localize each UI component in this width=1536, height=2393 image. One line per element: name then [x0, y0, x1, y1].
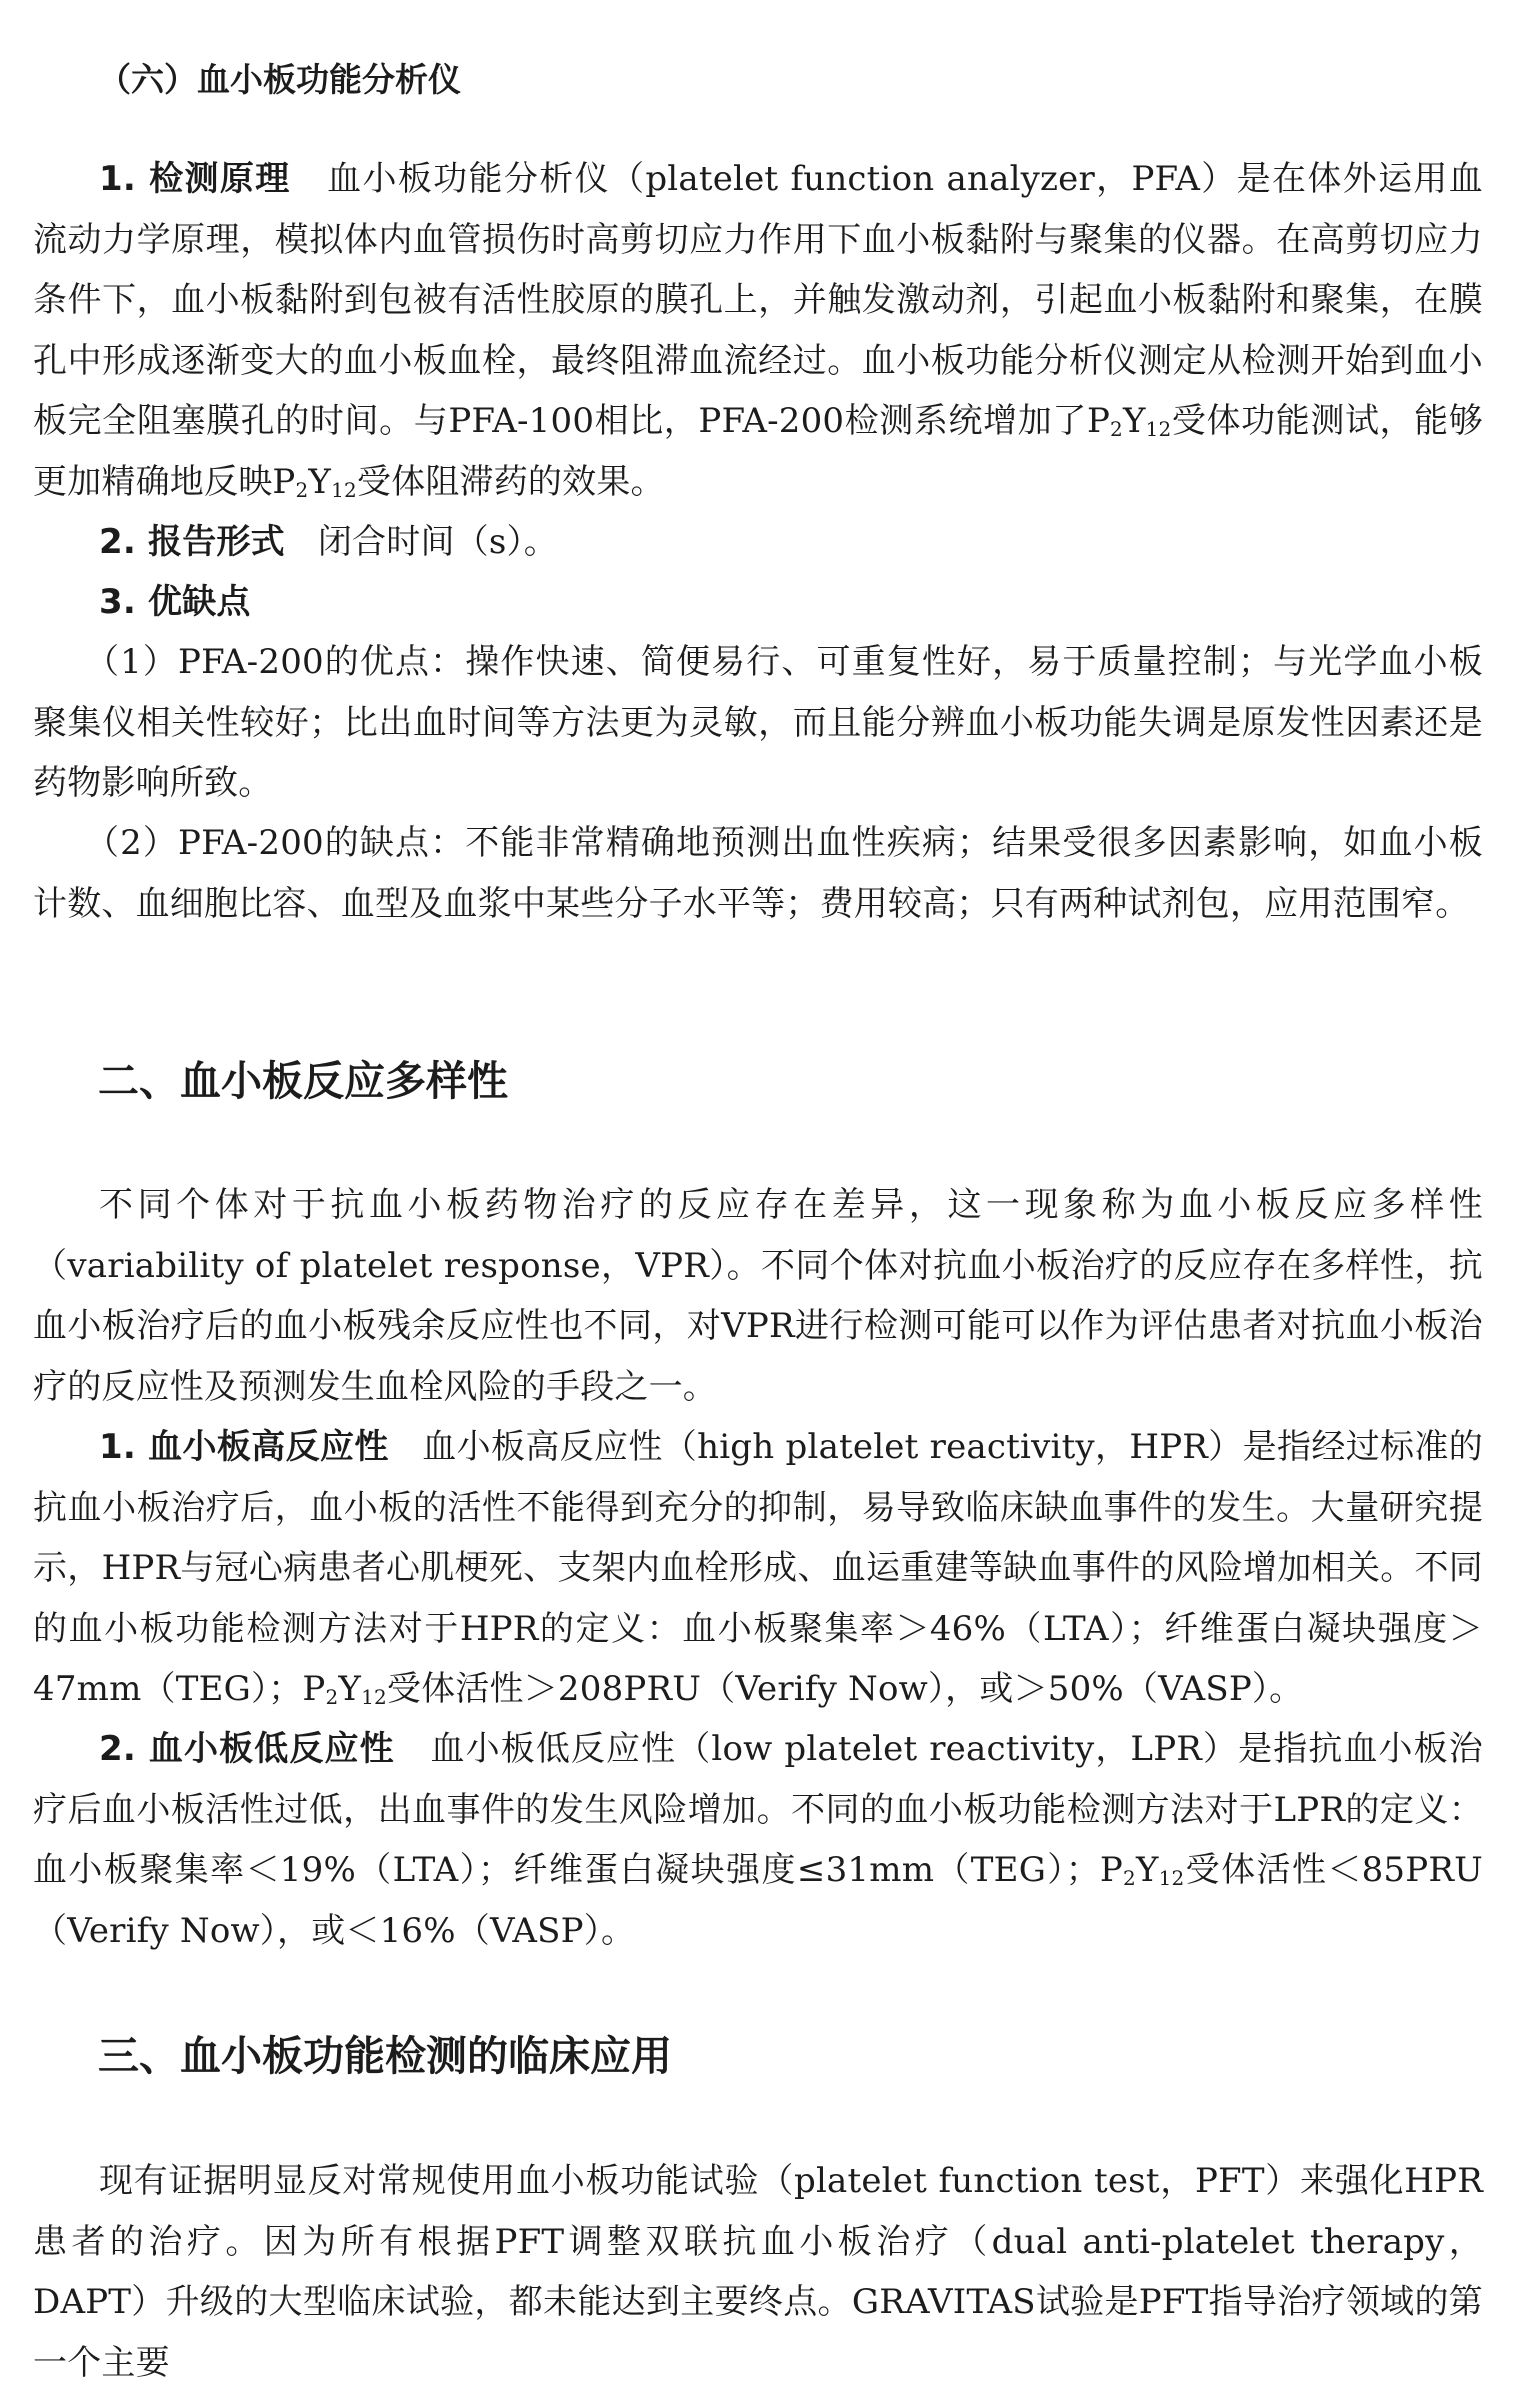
item-label-report: 2. 报告形式	[99, 522, 285, 562]
paragraph-pros-cons-label	[33, 572, 1483, 633]
item-label-pros-cons: 3. 优缺点	[99, 582, 251, 622]
item-label-hpr: 1. 血小板高反应性	[99, 1427, 389, 1467]
subscript-12: 12	[1158, 1866, 1185, 1890]
lpr-text-c: 受体活性＜85PRU（Verify Now），或＜16%（VASP）。	[33, 1850, 1483, 1951]
subscript-12: 12	[331, 477, 357, 502]
principle-text-a: 血小板功能分析仪（platelet function analyzer，PFA）是在体外运用血流动力学原理，模拟体内血管损伤时高剪切应力作用下血小板黏附与聚集的仪器。在高剪切应力条件下，血小板黏附到包被有活性胶原的膜孔上，并触发激动剂，引起血小板黏附和聚集，在膜孔中形成逐渐变大的血小板血栓，最终阻滞血流经过。血小板功能分析仪测定从检测开始到血小板完全阻塞膜孔的时间。与PFA-100相比，PFA-200检测系统增加了P	[33, 159, 1483, 441]
subscript-2: 2	[1110, 417, 1123, 441]
subscript-2: 2	[295, 477, 309, 502]
lpr-text-a: 血小板低反应性（low platelet reactivity，LPR）是指抗血小板治疗后血小板活性过低，出血事件的发生风险增加。不同的血小板功能检测方法对于LPR的定义：血小板聚集率＜19%（LTA）；纤维蛋白凝块强度≤31mm（TEG）；P	[33, 1729, 1483, 1890]
hpr-text-c: 受体活性＞208PRU（Verify Now），或＞50%（VASP）。	[386, 1669, 1304, 1709]
lpr-text-b: Y	[1135, 1850, 1159, 1890]
paragraph-disadvantages: （2）PFA-200的缺点：不能非常精确地预测出血性疾病；结果受很多因素影响，如血小板计数、血细胞比容、血型及血浆中某些分子水平等；费用较高；只有两种试剂包，应用范围窄。	[33, 823, 1483, 924]
hpr-text-a: 血小板高反应性（high platelet reactivity，HPR）是指经过标准的抗血小板治疗后，血小板的活性不能得到充分的抑制，易导致临床缺血事件的发生。大量研究提示，HPR与冠心病患者心肌梗死、支架内血栓形成、血运重建等缺血事件的风险增加相关。不同的血小板功能检测方法对于HPR的定义：血小板聚集率＞46%（LTA）；纤维蛋白凝块强度＞47mm（TEG）；P	[33, 1427, 1483, 1709]
subscript-12: 12	[361, 1685, 387, 1709]
subscript-2: 2	[1123, 1866, 1136, 1890]
paragraph-advantages: （1）PFA-200的优点：操作快速、简便易行、可重复性好，易于质量控制；与光学血小板聚集仪相关性较好；比出血时间等方法更为灵敏，而且能分辨血小板功能失调是原发性因素还是药物影响所致。	[33, 642, 1483, 803]
section-title-variability: 二、血小板反应多样性	[98, 1057, 508, 1105]
paragraph-report-format	[33, 512, 1483, 573]
principle-text-c: 受体功能测试，能够更加精确地反映P	[33, 401, 1483, 502]
subsection-heading-pfa: （六）血小板功能分析仪	[98, 60, 461, 99]
section-title-clinical-application: 三、血小板功能检测的临床应用	[98, 2032, 672, 2080]
subscript-12: 12	[1145, 417, 1172, 441]
principle-text-b: Y	[1122, 401, 1146, 441]
paragraph-clinical-intro: 现有证据明显反对常规使用血小板功能试验（platelet function test，PFT）来强化HPR患者的治疗。因为所有根据PFT调整双联抗血小板治疗（dual anti-platelet therapy，DAPT）升级的大型临床试验，都未能达到主要终点。GRAVITAS试验是PFT指导治疗领域的第一个主要	[33, 2161, 1483, 2383]
paragraph-hpr	[33, 1417, 1483, 1720]
report-text: 闭合时间（s）。	[317, 522, 558, 562]
principle-text-e: 受体阻滞药的效果。	[356, 461, 665, 502]
paragraph-detection-principle	[33, 149, 1483, 512]
principle-text-d: Y	[308, 461, 332, 502]
item-label-lpr: 2. 血小板低反应性	[99, 1729, 395, 1769]
subscript-2: 2	[325, 1685, 339, 1709]
paragraph-lpr	[33, 1719, 1483, 1961]
hpr-text-b: Y	[338, 1669, 362, 1709]
item-label-principle: 1. 检测原理	[99, 159, 291, 199]
paragraph-vpr-intro: 不同个体对于抗血小板药物治疗的反应存在差异，这一现象称为血小板反应多样性（variability of platelet response，VPR）。不同个体对抗血小板治疗的反应存在多样性，抗血小板治疗后的血小板残余反应性也不同，对VPR进行检测可能可以作为评估患者对抗血小板治疗的反应性及预测发生血栓风险的手段之一。	[33, 1185, 1483, 1407]
